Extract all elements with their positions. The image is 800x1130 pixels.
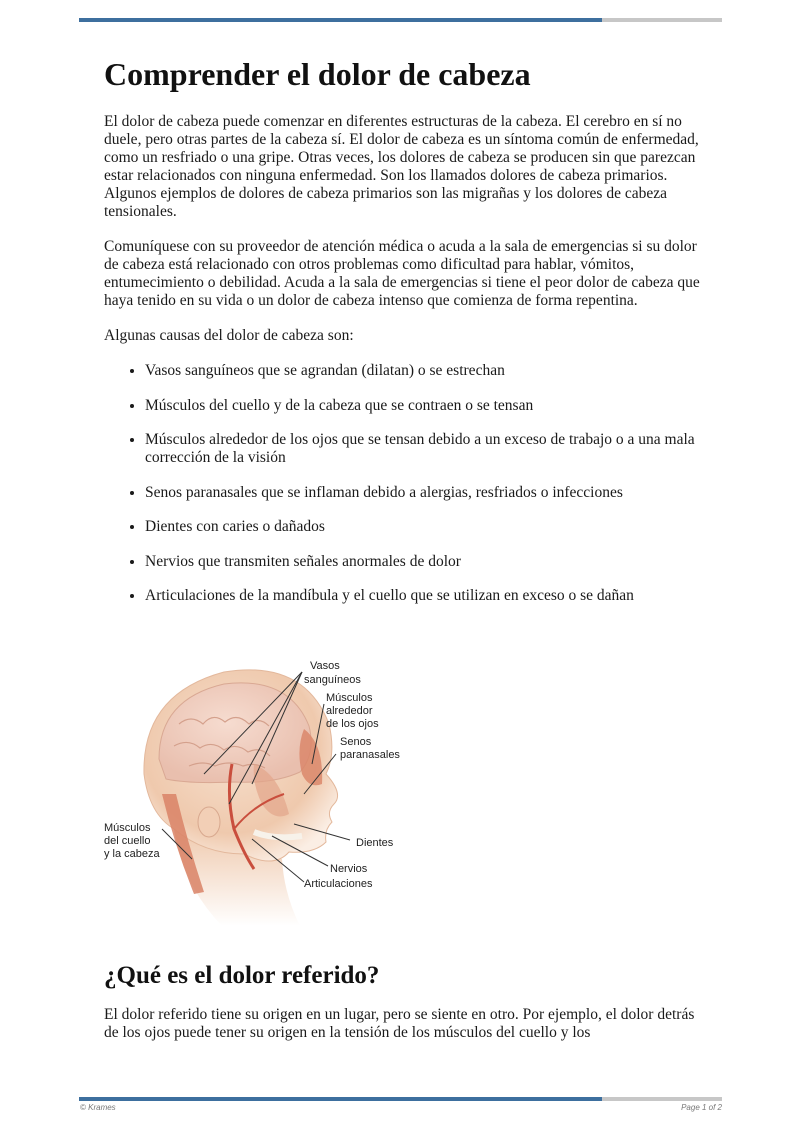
- label-musculos-cuello: Músculos: [104, 822, 151, 834]
- causes-list: [104, 362, 704, 605]
- label-musculos-cuello: y la cabeza: [104, 848, 160, 860]
- label-musculos-ojos: alrededor: [326, 705, 373, 717]
- label-musculos-ojos: Músculos: [326, 692, 373, 704]
- footer-rule-rest: [602, 1097, 722, 1101]
- label-nervios: Nervios: [330, 863, 368, 875]
- label-vasos: Vasos: [310, 660, 340, 672]
- list-item: • Dientes con caries o dañados: [145, 518, 704, 536]
- main-content: [104, 52, 704, 622]
- referred-pain-section: [104, 960, 704, 1059]
- list-item: • Músculos del cuello y de la cabeza que se contraen o se tensan: [145, 397, 704, 415]
- footer-page-number: Page 1 of 2: [681, 1103, 722, 1112]
- label-musculos-cuello: del cuello: [104, 835, 151, 847]
- header-rule-accent: [79, 18, 602, 22]
- section-heading: ¿Qué es el dolor referido?: [104, 962, 380, 989]
- list-item: • Músculos alrededor de los ojos que se tensan debido a un exceso de trabajo o a una mala corrección de la visión: [145, 431, 704, 467]
- label-senos: Senos: [340, 736, 372, 748]
- list-item: • Vasos sanguíneos que se agrandan (dilatan) o se estrechan: [145, 362, 704, 380]
- head-anatomy-illustration: [104, 654, 414, 929]
- emergency-paragraph: Comuníquese con su proveedor de atención médica o acuda a la sala de emergencias si su dolor de cabeza está relacionado con otros problemas como dificultad para hablar, vómitos, entumecimiento o debilidad. Acuda a la sala de emergencias si tiene el peor dolor de cabeza que haya tenido en su vida o un dolor de cabeza intenso que comienza de forma repentina.: [104, 238, 700, 309]
- intro-paragraph: El dolor de cabeza puede comenzar en diferentes estructuras de la cabeza. El cerebro en sí no duele, pero otras partes de la cabeza sí. El dolor de cabeza es un síntoma común de enfermedad, como un resfriado o una gripe. Otras veces, los dolores de cabeza se producen sin que parezcan estar relacionados con ninguna enfermedad. Son los llamados dolores de cabeza primarios. Algunos ejemplos de dolores de cabeza primarios son las migrañas y los dolores de cabeza tensionales.: [104, 113, 699, 220]
- label-musculos-ojos: de los ojos: [326, 718, 379, 730]
- ear-shape: [198, 807, 220, 837]
- header-rule: [79, 18, 722, 22]
- label-articulaciones: Articulaciones: [304, 878, 373, 890]
- label-vasos: sanguíneos: [304, 674, 361, 686]
- label-dientes: Dientes: [356, 837, 394, 849]
- list-item: • Senos paranasales que se inflaman debido a alergias, resfriados o infecciones: [145, 484, 704, 502]
- header-rule-rest: [602, 18, 722, 22]
- page-title: Comprender el dolor de cabeza: [104, 56, 531, 92]
- list-item: • Articulaciones de la mandíbula y el cuello que se utilizan en exceso o se dañan: [145, 587, 704, 605]
- footer-copyright: © Krames: [80, 1103, 116, 1112]
- footer-rule-accent: [79, 1097, 602, 1101]
- head-anatomy-figure: [104, 654, 414, 929]
- label-senos: paranasales: [340, 749, 400, 761]
- list-item: • Nervios que transmiten señales anormales de dolor: [145, 553, 704, 571]
- causes-intro: Algunas causas del dolor de cabeza son:: [104, 327, 354, 344]
- footer-rule: [79, 1097, 722, 1101]
- referred-pain-paragraph: El dolor referido tiene su origen en un lugar, pero se siente en otro. Por ejemplo, el dolor detrás de los ojos puede tener su origen en la tensión de los músculos del cuello y los: [104, 1006, 695, 1041]
